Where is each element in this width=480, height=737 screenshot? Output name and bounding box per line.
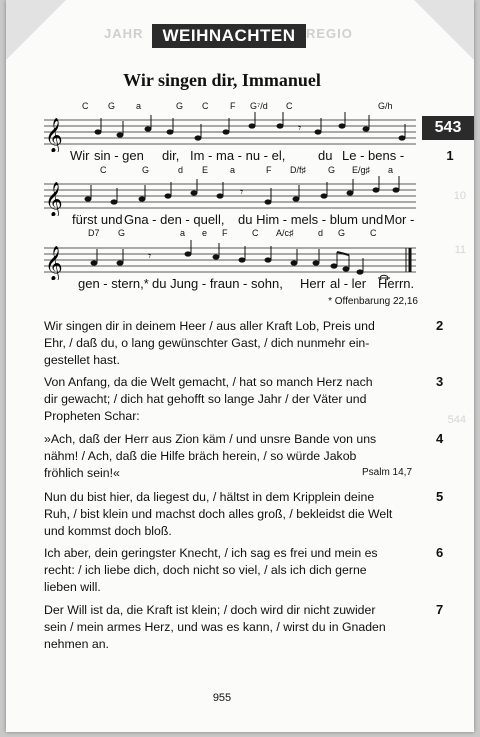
stanza-line: recht: / ich liebe dich, doch nicht so viel, / als ich dich gerne bbox=[44, 563, 367, 577]
stanza-number: 5 bbox=[436, 489, 444, 504]
chord: G bbox=[176, 101, 184, 111]
chord: a bbox=[388, 165, 394, 175]
footnote: * Offenbarung 22,16 bbox=[328, 296, 418, 307]
stanza-number: 6 bbox=[436, 545, 444, 560]
chord: a bbox=[180, 228, 186, 238]
stanza-number: 4 bbox=[436, 431, 444, 446]
svg-text:𝄞: 𝄞 bbox=[45, 118, 63, 152]
stanza-line: Der Will ist da, die Kraft ist klein; / doch wird dir nicht zuwider bbox=[44, 603, 376, 617]
chord: C bbox=[100, 165, 107, 175]
stanza-3 bbox=[44, 374, 416, 425]
chord: G bbox=[118, 228, 126, 238]
stanza-line: Ruh, / bist klein und machst doch alles groß, / bekleidst die Welt bbox=[44, 507, 393, 521]
chord: D7 bbox=[88, 228, 100, 238]
ghost-header-right: REGIO bbox=[306, 26, 353, 41]
lyric: Wir bbox=[70, 148, 90, 163]
lyric: du bbox=[318, 148, 333, 163]
stanza-number: 7 bbox=[436, 602, 444, 617]
page-corner-right bbox=[414, 0, 474, 60]
chord: G⁷/d bbox=[250, 101, 268, 111]
hymn-number: 543 bbox=[434, 119, 462, 136]
stanza-line: »Ach, daß der Herr aus Zion käm / und unsre Bande von uns bbox=[44, 432, 377, 446]
stanza-5 bbox=[44, 489, 416, 540]
chord: D/f♯ bbox=[290, 165, 307, 175]
ghost-header-left: JAHR bbox=[104, 26, 144, 41]
stanza-number: 3 bbox=[436, 374, 444, 389]
lyric: fürst und bbox=[72, 212, 123, 227]
stanza-line: Von Anfang, da die Welt gemacht, / hat so manch Herz nach bbox=[44, 375, 373, 389]
bleed-number: 10 bbox=[453, 190, 466, 202]
stanza-2 bbox=[44, 318, 416, 369]
chord: F bbox=[222, 228, 228, 238]
svg-text:𝄾: 𝄾 bbox=[148, 249, 152, 263]
lyric: Mor - bbox=[384, 212, 415, 227]
lyric: Herrn. bbox=[378, 276, 415, 291]
chord: C bbox=[82, 101, 89, 111]
stanza-line: gestellet hast. bbox=[44, 353, 120, 367]
chord: d bbox=[318, 228, 324, 238]
lyric: Im - ma - nu - el, bbox=[190, 148, 286, 163]
chord: C bbox=[202, 101, 209, 111]
lyric: Le - bens - bbox=[342, 148, 405, 163]
chord: a bbox=[136, 101, 142, 111]
stanza-7 bbox=[44, 602, 416, 653]
stanza-line: lieben will. bbox=[44, 580, 101, 594]
stanza-line: Propheten Schar: bbox=[44, 409, 140, 423]
stanza-line: Ehr, / daß du, o lang gewünschter Gast, / dich nunmehr ein- bbox=[44, 336, 370, 350]
chord: e bbox=[202, 228, 208, 238]
stanza-line: und kommst doch bloß. bbox=[44, 524, 172, 538]
svg-text:𝄾: 𝄾 bbox=[298, 121, 302, 135]
scripture-reference: Psalm 14,7 bbox=[362, 467, 413, 478]
svg-text:𝄞: 𝄞 bbox=[45, 182, 63, 216]
hymnal-page bbox=[6, 0, 474, 732]
bleed-number: 544 bbox=[447, 414, 466, 426]
chord: A/c♯ bbox=[276, 228, 294, 238]
stanza-line: dir gewacht; / dich hat gehofft so lange Jahr / der Väter und bbox=[44, 392, 367, 406]
stanza-line: fröhlich sein!« bbox=[44, 466, 120, 480]
stanza-number: 1 bbox=[446, 148, 454, 163]
chord: C bbox=[286, 101, 293, 111]
stanza-4 bbox=[44, 431, 416, 482]
lyric: Herr bbox=[300, 276, 326, 291]
stanza-6 bbox=[44, 545, 416, 596]
stanza-line: nehmen an. bbox=[44, 637, 109, 651]
lyric: du Him - mels - blum und bbox=[238, 212, 384, 227]
svg-text:𝄞: 𝄞 bbox=[45, 246, 63, 280]
chord: E/g♯ bbox=[352, 165, 371, 175]
chord: C bbox=[370, 228, 377, 238]
section-title: WEIHNACHTEN bbox=[162, 26, 296, 45]
page-corner-left bbox=[6, 0, 66, 60]
stanza-line: sein / mein armes Herz, und was es kann, / wirst du in Gnaden bbox=[44, 620, 386, 634]
lyric: du Jung - fraun - sohn, bbox=[152, 276, 283, 291]
stanza-number: 2 bbox=[436, 318, 444, 333]
chord: a bbox=[230, 165, 236, 175]
chord: G bbox=[142, 165, 150, 175]
page-number: 955 bbox=[212, 692, 232, 704]
lyric: gen - stern,* bbox=[78, 276, 149, 291]
lyric: sin - gen bbox=[94, 148, 144, 163]
hymn-title: Wir singen dir, Immanuel bbox=[123, 70, 321, 90]
lyric: dir, bbox=[162, 148, 180, 163]
lyric: Gna - den - quell, bbox=[124, 212, 225, 227]
chord: G/h bbox=[378, 101, 393, 111]
section-header bbox=[152, 24, 306, 48]
lyric: al - ler bbox=[330, 276, 367, 291]
staff-2 bbox=[44, 176, 416, 216]
svg-text:𝄾: 𝄾 bbox=[240, 185, 244, 199]
chord: G bbox=[108, 101, 116, 111]
chord: d bbox=[178, 165, 184, 175]
chord: G bbox=[338, 228, 346, 238]
stanza-line: Wir singen dir in deinem Heer / aus aller Kraft Lob, Preis und bbox=[44, 319, 375, 333]
chord: G bbox=[328, 165, 336, 175]
staff-1 bbox=[44, 112, 416, 152]
chord: E bbox=[202, 165, 209, 175]
chord: C bbox=[252, 228, 259, 238]
chord: F bbox=[266, 165, 272, 175]
bleed-number: 11 bbox=[454, 244, 466, 256]
hymn-number-tab bbox=[422, 116, 474, 140]
stanza-line: Nun du bist hier, da liegest du, / hältst in dem Kripplein deine bbox=[44, 490, 375, 504]
stanza-line: nähm! / Ach, daß die Hilfe bräch herein, / so würde Jakob bbox=[44, 449, 357, 463]
staff-3 bbox=[44, 240, 416, 280]
stanza-line: Ich aber, dein geringster Knecht, / ich sag es frei und mein es bbox=[44, 546, 378, 560]
chord: F bbox=[230, 101, 236, 111]
